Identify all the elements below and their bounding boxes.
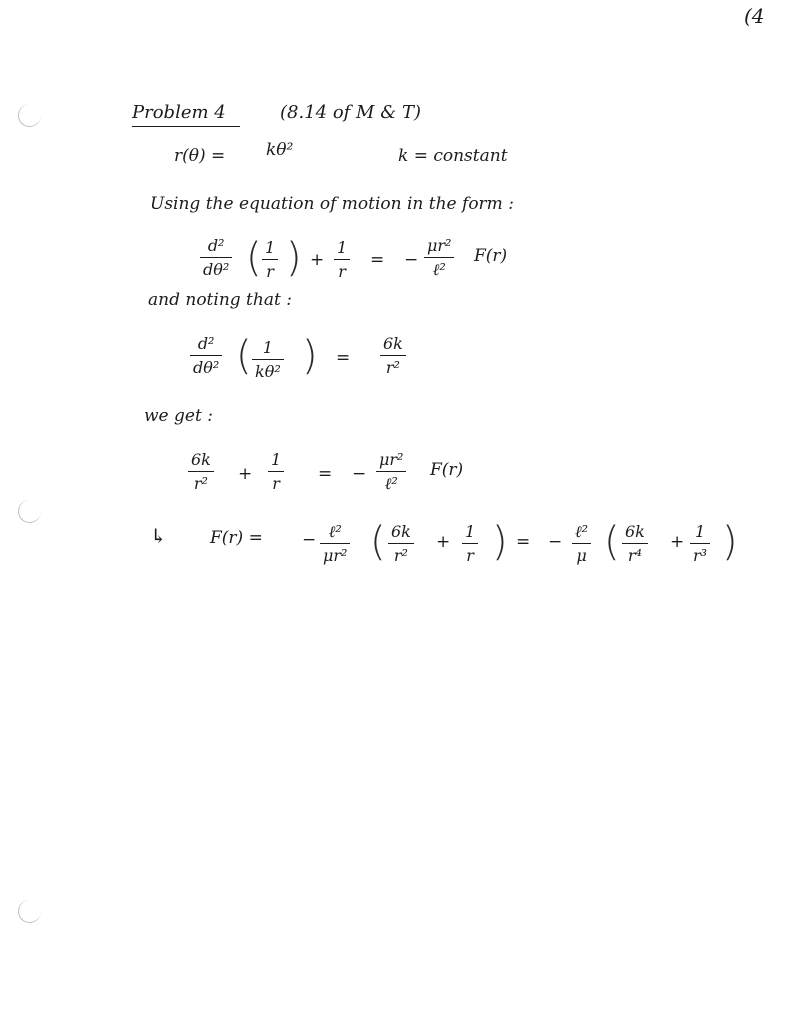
eq3-a-den: r²: [193, 474, 208, 493]
eq2-left-paren: (: [236, 333, 252, 379]
eq1-left-paren: (: [246, 235, 262, 281]
noting-text: and noting that :: [148, 290, 292, 310]
eq4-plus2: +: [670, 532, 685, 552]
eq4-a-frac: [388, 524, 414, 564]
eq4-minus2: −: [548, 532, 563, 552]
problem-label: Problem 4: [132, 102, 226, 123]
eq1-term-den: r: [338, 262, 346, 281]
eq2-inner-frac: [252, 340, 284, 380]
eq2-rhs-frac: [380, 336, 406, 376]
eq4-paren2-close: ): [722, 519, 738, 565]
page-number: (4: [744, 4, 765, 28]
eq4-f-num: 1: [694, 522, 706, 541]
r-theta-rhs: kθ²: [266, 140, 294, 160]
eq3-minus: −: [352, 464, 367, 484]
eq1-rhs-frac: [424, 238, 454, 278]
eq4-b-num: 1: [465, 522, 476, 541]
eq3-b-den: r: [272, 474, 280, 493]
eq4-equals: =: [516, 532, 531, 552]
eq4-f-frac: [690, 524, 710, 564]
eq4-plus1: +: [436, 532, 451, 552]
eq2-inner-num: 1: [262, 338, 273, 357]
eq4-a-den: r²: [393, 546, 408, 565]
eq3-plus: +: [238, 464, 253, 484]
eq4-paren1-close: ): [492, 519, 508, 565]
eq3-force: F(r): [430, 460, 464, 480]
punch-hole-middle: [18, 500, 41, 523]
eq1-d-num: d²: [207, 236, 225, 255]
eq4-paren2-open: (: [604, 519, 620, 565]
eq3-equals: =: [318, 464, 333, 484]
problem-reference: (8.14 of M & T): [280, 102, 421, 123]
eq1-force: F(r): [474, 246, 508, 266]
eq2-d-den: dθ²: [193, 358, 220, 377]
eq4-c-den: μr²: [323, 546, 348, 565]
punch-hole-bottom: [18, 900, 41, 923]
eq3-a-frac: [188, 452, 214, 492]
eq4-d-frac: [572, 524, 591, 564]
eq2-right-paren: ): [302, 333, 318, 379]
eq1-rhs-num: μr²: [427, 236, 452, 255]
arrow-icon: ↳: [150, 524, 167, 548]
eq4-f-den: r³: [693, 546, 708, 565]
eq2-rhs-den: r²: [385, 358, 400, 377]
eq2-derivative: [190, 336, 222, 376]
eq2-rhs-num: 6k: [383, 334, 403, 353]
eq4-b-frac: [462, 524, 478, 564]
eq4-d-num: ℓ²: [575, 522, 589, 541]
eq4-b-den: r: [466, 546, 474, 565]
problem-underline: [132, 126, 240, 127]
eq3-rhs-num: μr²: [379, 450, 404, 469]
eq2-equals: =: [336, 348, 351, 368]
eq1-equals: =: [370, 250, 385, 270]
eq4-minus1: −: [302, 530, 317, 550]
eq4-e-den: r⁴: [627, 546, 642, 565]
eq4-d-den: μ: [576, 546, 587, 565]
punch-hole-top: [18, 104, 41, 127]
eq1-derivative: [200, 238, 232, 278]
eq1-inner-den: r: [266, 262, 274, 281]
eq1-rhs-den: ℓ²: [432, 260, 446, 279]
eq1-d-den: dθ²: [203, 260, 230, 279]
eq1-minus: −: [404, 250, 419, 270]
eq1-term-frac: [334, 240, 350, 280]
eq3-b-frac: [268, 452, 284, 492]
eq1-inner-num: 1: [265, 238, 276, 257]
eq4-a-num: 6k: [391, 522, 411, 541]
eq3-a-num: 6k: [191, 450, 211, 469]
eq3-rhs-den: ℓ²: [384, 474, 398, 493]
eq4-c-frac: [320, 524, 350, 564]
we-get-text: we get :: [144, 406, 213, 426]
eq1-plus: +: [310, 250, 325, 270]
eq1-right-paren: ): [286, 235, 302, 281]
r-theta-lhs: r(θ) =: [174, 146, 226, 166]
constant-note: k = constant: [398, 146, 508, 166]
eq4-e-frac: [622, 524, 648, 564]
eq2-d-num: d²: [197, 334, 215, 353]
eq1-inner-frac: [262, 240, 278, 280]
intro-text: Using the equation of motion in the form :: [150, 194, 514, 214]
eq2-inner-den: kθ²: [255, 362, 281, 381]
eq3-rhs-frac: [376, 452, 406, 492]
eq3-b-num: 1: [271, 450, 282, 469]
eq4-c-num: ℓ²: [328, 522, 342, 541]
eq4-paren1-open: (: [370, 519, 386, 565]
eq1-term-num: 1: [337, 238, 348, 257]
eq4-e-num: 6k: [625, 522, 645, 541]
eq4-force: F(r) =: [210, 528, 263, 548]
